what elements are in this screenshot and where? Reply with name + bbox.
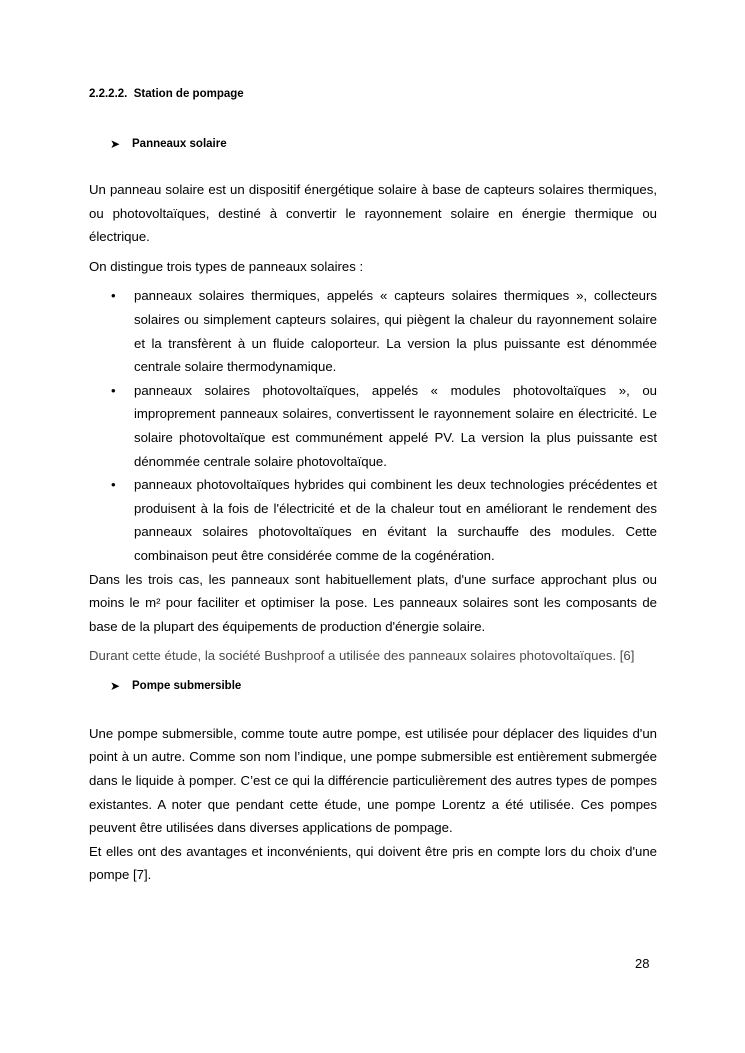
panneaux-types-list [89, 284, 657, 567]
subheading-panneaux-label: Panneaux solaire [132, 138, 227, 150]
subheading-panneaux [89, 138, 657, 150]
subheading-pompe-label: Pompe submersible [132, 679, 242, 692]
list-item: • panneaux solaires photovoltaïques, appelés « modules photovoltaïques », ou improprement panneaux solaires, convertissent le rayonnement solaire en électricité. Le solaire photovoltaïque est communément appelé PV. La version la plus puissante est dénommée centrale solaire photovoltaïque. [89, 379, 657, 473]
section-number: 2.2.2.2. [89, 88, 128, 100]
page-number: 28 [635, 956, 650, 971]
bullet-dot-icon: • [111, 382, 116, 398]
bullet-dot-icon: • [111, 477, 116, 493]
section-title: Station de pompage [133, 88, 244, 100]
pompe-paragraph-1: Une pompe submersible, comme toute autre pompe, est utilisée pour déplacer des liquides d'un point à un autre. Comme son nom l’indique, une pompe submersible est entièrement submergée dans le liquide à pomper. C’est ce qui la différencie particulièrement des autres types de pompes existantes. A noter que pendant cette étude, une pompe Lorentz a été utilisée. Ces pompes peuvent être utilisées dans diverses applications de pompage. [89, 725, 657, 836]
subheading-pompe [89, 680, 657, 692]
arrow-bullet-icon: ➤ [110, 678, 121, 693]
panneaux-study: Durant cette étude, la société Bushproof a utilisée des panneaux solaires photovoltaïques. [6] [89, 648, 635, 664]
panneaux-intro: Un panneau solaire est un dispositif énergétique solaire à base de capteurs solaires thermiques, ou photovoltaïques, destiné à convertir le rayonnement solaire en énergie thermique ou électrique. [89, 182, 657, 245]
list-item: • panneaux solaires thermiques, appelés « capteurs solaires thermiques », collecteurs solaires ou simplement capteurs solaires, qui piègent la chaleur du rayonnement solaire et la transfèrent à un fluide caloporteur. La version la plus puissante est dénommée centrale solaire thermodynamique. [89, 284, 657, 378]
section-heading [89, 84, 657, 100]
bullet-dot-icon: • [111, 288, 116, 304]
list-item: • panneaux photovoltaïques hybrides qui combinent les deux technologies précédentes et produisent à la fois de l'électricité et de la chaleur tout en améliorant le rendement des panneaux solaires photovoltaïques en évitant la surchauffe des modules. Cette combinaison peut être considérée comme de la cogénération. [89, 473, 657, 567]
arrow-bullet-icon: ➤ [110, 137, 121, 151]
pompe-paragraph-2: Et elles ont des avantages et inconvénients, qui doivent être pris en compte lors du choix d'une pompe [7]. [89, 843, 657, 883]
panneaux-types-intro: On distingue trois types de panneaux solaires : [89, 258, 364, 274]
panneaux-summary: Dans les trois cas, les panneaux sont habituellement plats, d'une surface approchant plus ou moins le m² pour faciliter et optimiser la pose. Les panneaux solaires sont les composants de base de la plupart des équipements de production d'énergie solaire. [89, 571, 657, 634]
page-content [89, 84, 657, 887]
